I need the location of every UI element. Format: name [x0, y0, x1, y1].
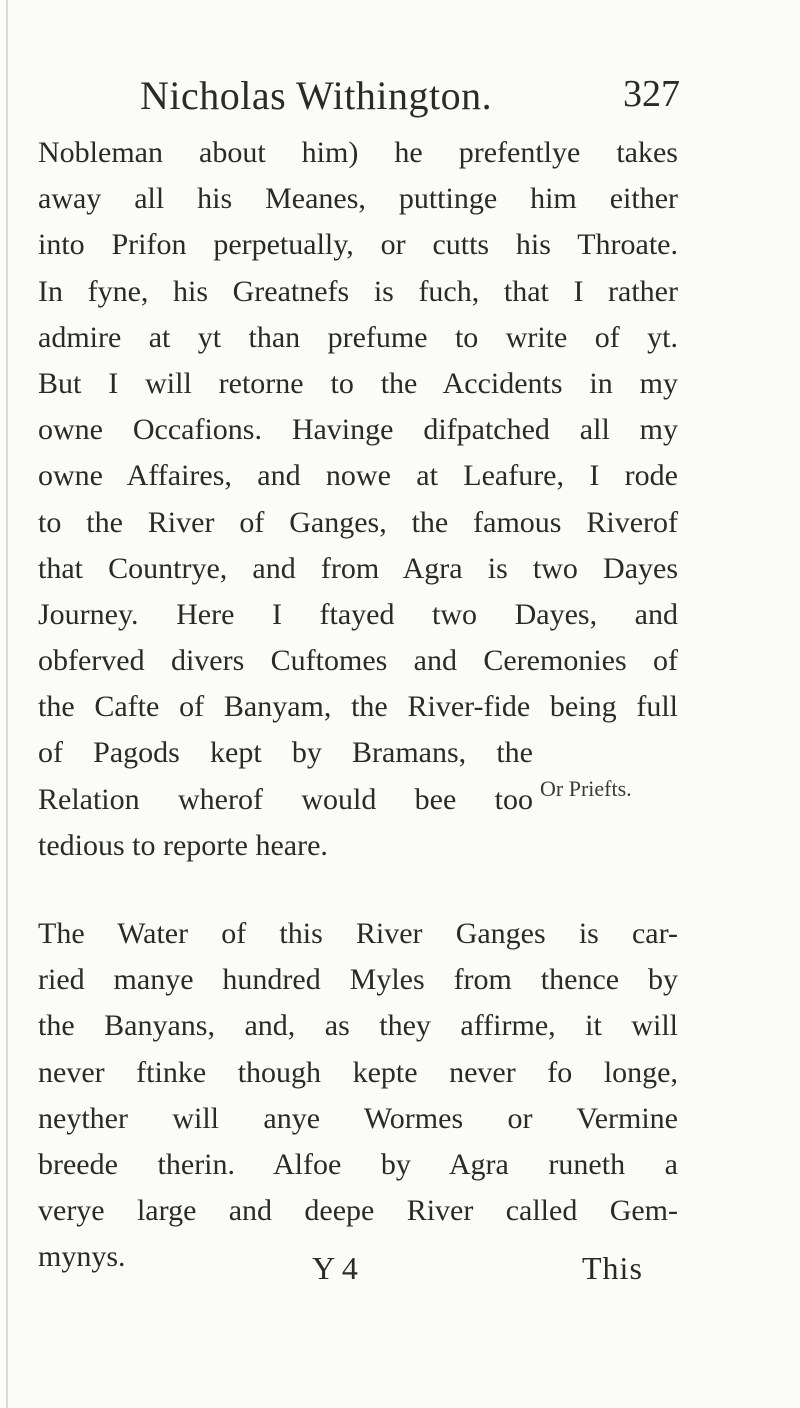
text-line: into Prifon perpetually, or cutts his Throate. [38, 228, 678, 262]
text-line: breede therin. Alfoe by Agra runeth a [38, 1147, 678, 1181]
paragraph-2 [38, 911, 678, 1281]
text-line: In fyne, his Greatnefs is fuch, that I rather [38, 274, 678, 308]
margin-note: Or Priefts. [540, 776, 632, 801]
text-line: obferved divers Cuftomes and Ceremonies of [38, 644, 678, 678]
text-line: But I will retorne to the Accidents in my [38, 366, 678, 400]
page-header [140, 72, 680, 122]
catchword: This [582, 1250, 643, 1286]
text-line: Journey. Here I ftayed two Dayes, and [38, 597, 678, 631]
text-line: away all his Meanes, puttinge him either [38, 182, 678, 216]
running-head: Nicholas Withington. [140, 73, 493, 118]
signature-mark: Y 4 [312, 1250, 358, 1286]
text-line: mynys. [38, 1240, 126, 1274]
text-line: verye large and deepe River called Gem- [38, 1194, 678, 1228]
text-line: tedious to reporte heare. [38, 828, 328, 862]
paragraph-gap [38, 869, 678, 911]
text-line: the Cafte of Banyam, the River-fide being full [38, 690, 678, 724]
text-line: to the River of Ganges, the famous Riverof [38, 505, 678, 539]
text-line: neyther will anye Wormes or Vermine [38, 1101, 678, 1135]
text-line: admire at yt than prefume to write of yt. [38, 320, 678, 354]
text-line: The Water of this River Ganges is car- [38, 917, 678, 950]
paragraph-1 [38, 130, 678, 869]
text-line: owne Affaires, and nowe at Leafure, I rode [38, 459, 678, 493]
text-line: the Banyans, and, as they affirme, it will [38, 1009, 678, 1043]
text-line: that Countrye, and from Agra is two Dayes [38, 551, 678, 585]
body-text [38, 130, 678, 1281]
text-line: of Pagods kept by Bramans, the [38, 736, 533, 770]
page-number: 327 [623, 73, 680, 115]
text-line: ried manye hundred Myles from thence by [38, 963, 678, 997]
page-footer [0, 1250, 800, 1300]
text-line: never ftinke though kepte never fo longe, [38, 1055, 678, 1089]
page-edge [6, 0, 8, 1408]
text-line: owne Occafions. Havinge difpatched all my [38, 413, 678, 447]
text-line: Nobleman about him) he prefentlye takes [38, 136, 678, 169]
text-line: Relation wherof would bee too [38, 782, 533, 816]
